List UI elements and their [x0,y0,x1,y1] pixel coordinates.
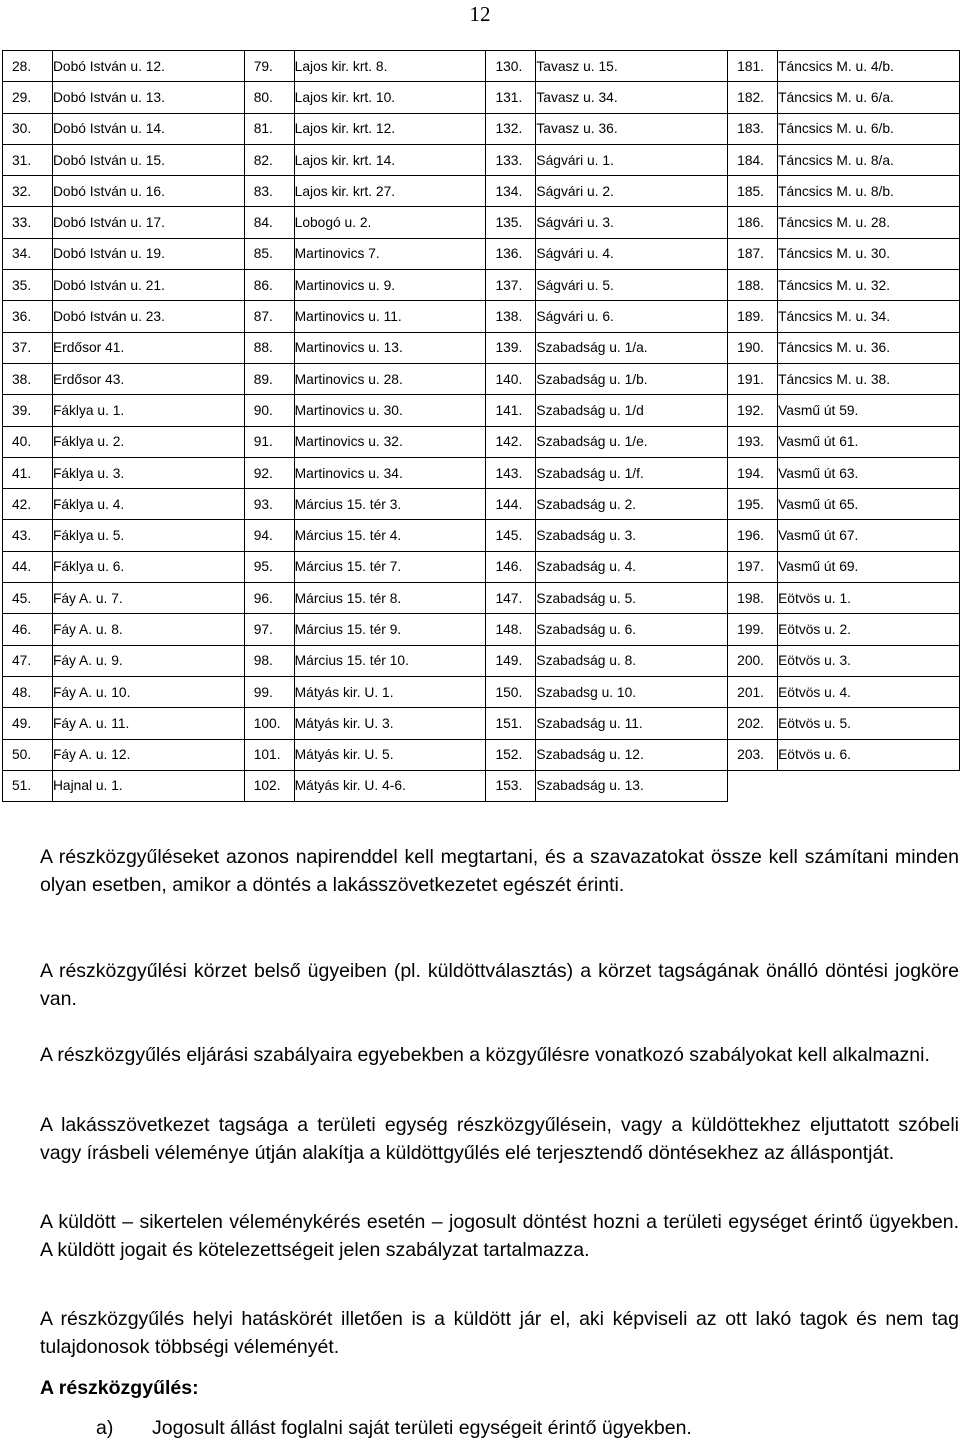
address-table [2,50,960,802]
table-row [3,238,960,269]
paragraph-2-text: A részközgyűlési körzet belső ügyeiben (pl. küldöttválasztás) a körzet tagságának önálló döntési jogköre van. [40,960,959,1010]
address-number: 88. [244,332,294,363]
address-number: 81. [244,113,294,144]
table-row [3,520,960,551]
address-number: 196. [728,520,778,551]
address-number [728,770,778,801]
table-row [3,426,960,457]
address-number: 86. [244,270,294,301]
address-number: 96. [244,583,294,614]
address-number: 194. [728,457,778,488]
address-street: Mátyás kir. U. 5. [294,739,486,770]
address-number: 79. [244,51,294,82]
address-street: Dobó István u. 19. [52,238,244,269]
address-street: Fáklya u. 4. [52,489,244,520]
address-number: 90. [244,395,294,426]
address-street: Szabadság u. 1/f. [536,457,728,488]
list-marker: a) [96,1417,114,1439]
table-row [3,645,960,676]
address-street: Eötvös u. 1. [778,583,960,614]
address-number: 98. [244,645,294,676]
address-number: 193. [728,426,778,457]
address-number: 83. [244,176,294,207]
address-number: 92. [244,457,294,488]
table-row [3,363,960,394]
paragraph-6 [40,1305,959,1361]
address-number: 136. [486,238,536,269]
address-number: 37. [3,332,53,363]
address-street: Dobó István u. 12. [52,51,244,82]
address-street: Mátyás kir. U. 1. [294,676,486,707]
address-street: Eötvös u. 6. [778,739,960,770]
address-number: 39. [3,395,53,426]
paragraph-1 [40,843,959,899]
address-street: Vasmű út 59. [778,395,960,426]
address-number: 197. [728,551,778,582]
address-street: Martinovics u. 34. [294,457,486,488]
address-street: Szabadság u. 12. [536,739,728,770]
address-number: 147. [486,583,536,614]
address-street: Fáy A. u. 12. [52,739,244,770]
address-street: Szabadság u. 6. [536,614,728,645]
address-street: Martinovics 7. [294,238,486,269]
address-number: 186. [728,207,778,238]
address-street: Fáy A. u. 7. [52,583,244,614]
table-row [3,51,960,82]
paragraph-3-text: A részközgyűlés eljárási szabályaira egyebekben a közgyűlésre vonatkozó szabályokat kell alkalmazni. [40,1044,930,1066]
address-street: Fáy A. u. 8. [52,614,244,645]
address-number: 91. [244,426,294,457]
address-street: Szabadság u. 1/e. [536,426,728,457]
address-number: 134. [486,176,536,207]
address-number: 49. [3,708,53,739]
address-number: 146. [486,551,536,582]
address-street: Szabadság u. 11. [536,708,728,739]
list-item-text: Jogosult állást foglalni saját területi egységeit érintő ügyekben. [152,1417,692,1439]
address-number: 95. [244,551,294,582]
address-street: Fáklya u. 2. [52,426,244,457]
address-number: 189. [728,301,778,332]
table-row [3,176,960,207]
address-street: Eötvös u. 5. [778,708,960,739]
address-street: Szabadság u. 4. [536,551,728,582]
address-number: 140. [486,363,536,394]
address-number: 85. [244,238,294,269]
address-street: Martinovics u. 30. [294,395,486,426]
address-number: 42. [3,489,53,520]
address-street: Ságvári u. 4. [536,238,728,269]
paragraph-4-text: A lakásszövetkezet tagsága a területi egység részközgyűlésein, vagy a küldöttekhez eljuttatott szóbeli vagy írásbeli véleménye útján alakítja a küldöttgyűlés elé terjesztendő döntésekhez az álláspontját. [40,1114,959,1164]
address-number: 202. [728,708,778,739]
address-number: 100. [244,708,294,739]
address-street: Martinovics u. 32. [294,426,486,457]
address-street: Dobó István u. 21. [52,270,244,301]
address-street: Dobó István u. 16. [52,176,244,207]
address-street: Lajos kir. krt. 12. [294,113,486,144]
address-street: Táncsics M. u. 36. [778,332,960,363]
address-number: 32. [3,176,53,207]
address-street: Hajnal u. 1. [52,770,244,801]
list-item-a [40,1414,959,1442]
table-row [3,551,960,582]
address-street: Szabadság u. 1/d [536,395,728,426]
address-number: 46. [3,614,53,645]
address-number: 153. [486,770,536,801]
address-street: Fáklya u. 1. [52,395,244,426]
page-number: 12 [469,2,491,26]
address-street: Tavasz u. 34. [536,82,728,113]
address-street: Mátyás kir. U. 3. [294,708,486,739]
address-street: Erdősor 41. [52,332,244,363]
address-street: Szabadság u. 5. [536,583,728,614]
address-street: Lajos kir. krt. 8. [294,51,486,82]
address-number: 94. [244,520,294,551]
table-row [3,489,960,520]
address-street: Lajos kir. krt. 27. [294,176,486,207]
address-number: 145. [486,520,536,551]
address-street: Fáy A. u. 11. [52,708,244,739]
address-street: Dobó István u. 13. [52,82,244,113]
address-number: 182. [728,82,778,113]
address-street: Táncsics M. u. 28. [778,207,960,238]
address-street: Fáklya u. 3. [52,457,244,488]
address-number: 43. [3,520,53,551]
address-number: 47. [3,645,53,676]
address-street: Vasmű út 67. [778,520,960,551]
address-street: Ságvári u. 5. [536,270,728,301]
address-street: Eötvös u. 2. [778,614,960,645]
address-number: 101. [244,739,294,770]
address-number: 30. [3,113,53,144]
address-street: Március 15. tér 10. [294,645,486,676]
address-number: 38. [3,363,53,394]
address-number: 139. [486,332,536,363]
address-street: Fáy A. u. 9. [52,645,244,676]
address-street: Táncsics M. u. 30. [778,238,960,269]
address-street: Vasmű út 63. [778,457,960,488]
address-number: 87. [244,301,294,332]
address-street: Martinovics u. 9. [294,270,486,301]
address-street: Eötvös u. 4. [778,676,960,707]
address-street: Dobó István u. 23. [52,301,244,332]
address-street: Március 15. tér 9. [294,614,486,645]
paragraph-1-text: A részközgyűléseket azonos napirenddel kell megtartani, és a szavazatokat össze kell számítani minden olyan esetben, amikor a döntés a lakásszövetkezetet egészét érinti. [40,846,959,896]
address-street: Március 15. tér 3. [294,489,486,520]
address-street: Dobó István u. 14. [52,113,244,144]
address-number: 198. [728,583,778,614]
address-street: Táncsics M. u. 32. [778,270,960,301]
address-number: 151. [486,708,536,739]
table-row [3,332,960,363]
address-street: Március 15. tér 8. [294,583,486,614]
address-number: 187. [728,238,778,269]
address-street: Tavasz u. 36. [536,113,728,144]
address-number: 29. [3,82,53,113]
table-row [3,395,960,426]
address-number: 80. [244,82,294,113]
address-number: 131. [486,82,536,113]
address-number: 34. [3,238,53,269]
address-street: Táncsics M. u. 8/a. [778,144,960,175]
address-number: 141. [486,395,536,426]
address-street: Vasmű út 69. [778,551,960,582]
address-number: 142. [486,426,536,457]
table-row [3,270,960,301]
address-number: 184. [728,144,778,175]
table-row [3,770,960,801]
address-street: Szabadság u. 1/b. [536,363,728,394]
address-number: 35. [3,270,53,301]
address-street: Tavasz u. 15. [536,51,728,82]
address-number: 133. [486,144,536,175]
address-street: Fáklya u. 6. [52,551,244,582]
table-row [3,113,960,144]
address-street: Táncsics M. u. 6/a. [778,82,960,113]
address-number: 51. [3,770,53,801]
address-street: Erdősor 43. [52,363,244,394]
address-street: Szabadság u. 2. [536,489,728,520]
address-street: Március 15. tér 4. [294,520,486,551]
table-row [3,614,960,645]
address-number: 181. [728,51,778,82]
address-street: Mátyás kir. U. 4-6. [294,770,486,801]
address-number: 84. [244,207,294,238]
address-street [778,770,960,801]
address-street: Martinovics u. 13. [294,332,486,363]
table-row [3,207,960,238]
address-number: 82. [244,144,294,175]
address-street: Lajos kir. krt. 14. [294,144,486,175]
table-row [3,708,960,739]
address-number: 97. [244,614,294,645]
address-number: 41. [3,457,53,488]
address-street: Szabadsg u. 10. [536,676,728,707]
address-number: 148. [486,614,536,645]
address-number: 44. [3,551,53,582]
address-number: 192. [728,395,778,426]
address-number: 36. [3,301,53,332]
address-number: 138. [486,301,536,332]
address-street: Táncsics M. u. 34. [778,301,960,332]
address-number: 199. [728,614,778,645]
address-number: 185. [728,176,778,207]
address-number: 188. [728,270,778,301]
paragraph-2 [40,957,959,1013]
table-row [3,739,960,770]
address-street: Ságvári u. 6. [536,301,728,332]
address-number: 99. [244,676,294,707]
paragraph-5 [40,1208,959,1264]
address-number: 190. [728,332,778,363]
address-street: Dobó István u. 15. [52,144,244,175]
address-street: Fáy A. u. 10. [52,676,244,707]
address-number: 149. [486,645,536,676]
section-heading [40,1374,959,1402]
address-number: 203. [728,739,778,770]
address-number: 40. [3,426,53,457]
address-number: 191. [728,363,778,394]
address-number: 152. [486,739,536,770]
address-number: 28. [3,51,53,82]
address-street: Táncsics M. u. 38. [778,363,960,394]
table-row [3,676,960,707]
section-heading-text: A részközgyűlés: [40,1377,199,1399]
address-street: Táncsics M. u. 6/b. [778,113,960,144]
address-number: 50. [3,739,53,770]
address-street: Ságvári u. 2. [536,176,728,207]
address-number: 135. [486,207,536,238]
paragraph-3 [40,1041,959,1069]
address-number: 150. [486,676,536,707]
address-number: 45. [3,583,53,614]
address-street: Lajos kir. krt. 10. [294,82,486,113]
paragraph-5-text: A küldött – sikertelen véleménykérés esetén – jogosult döntést hozni a területi egységet érintő ügyekben. A küldött jogait és kötelezettségeit jelen szabályzat tartalmazza. [40,1211,959,1261]
address-number: 102. [244,770,294,801]
address-street: Szabadság u. 13. [536,770,728,801]
address-street: Fáklya u. 5. [52,520,244,551]
address-street: Táncsics M. u. 8/b. [778,176,960,207]
address-street: Március 15. tér 7. [294,551,486,582]
address-number: 195. [728,489,778,520]
address-street: Ságvári u. 1. [536,144,728,175]
table-row [3,301,960,332]
address-street: Lobogó u. 2. [294,207,486,238]
address-number: 89. [244,363,294,394]
address-street: Martinovics u. 28. [294,363,486,394]
address-number: 143. [486,457,536,488]
address-street: Eötvös u. 3. [778,645,960,676]
address-street: Szabadság u. 3. [536,520,728,551]
address-street: Szabadság u. 8. [536,645,728,676]
address-street: Martinovics u. 11. [294,301,486,332]
paragraph-6-text: A részközgyűlés helyi hatáskörét illetően is a küldött jár el, aki képviseli az ott lakó tagok és nem tag tulajdonosok többségi véleményét. [40,1308,959,1358]
table-row [3,144,960,175]
address-number: 33. [3,207,53,238]
table-row [3,457,960,488]
address-number: 48. [3,676,53,707]
address-street: Táncsics M. u. 4/b. [778,51,960,82]
address-number: 137. [486,270,536,301]
address-street: Vasmű út 65. [778,489,960,520]
address-number: 201. [728,676,778,707]
address-number: 144. [486,489,536,520]
address-number: 132. [486,113,536,144]
address-street: Szabadság u. 1/a. [536,332,728,363]
address-number: 200. [728,645,778,676]
address-number: 93. [244,489,294,520]
address-street: Vasmű út 61. [778,426,960,457]
address-number: 183. [728,113,778,144]
paragraph-4 [40,1111,959,1167]
address-street: Ságvári u. 3. [536,207,728,238]
address-number: 31. [3,144,53,175]
table-row [3,583,960,614]
table-row [3,82,960,113]
address-number: 130. [486,51,536,82]
address-street: Dobó István u. 17. [52,207,244,238]
